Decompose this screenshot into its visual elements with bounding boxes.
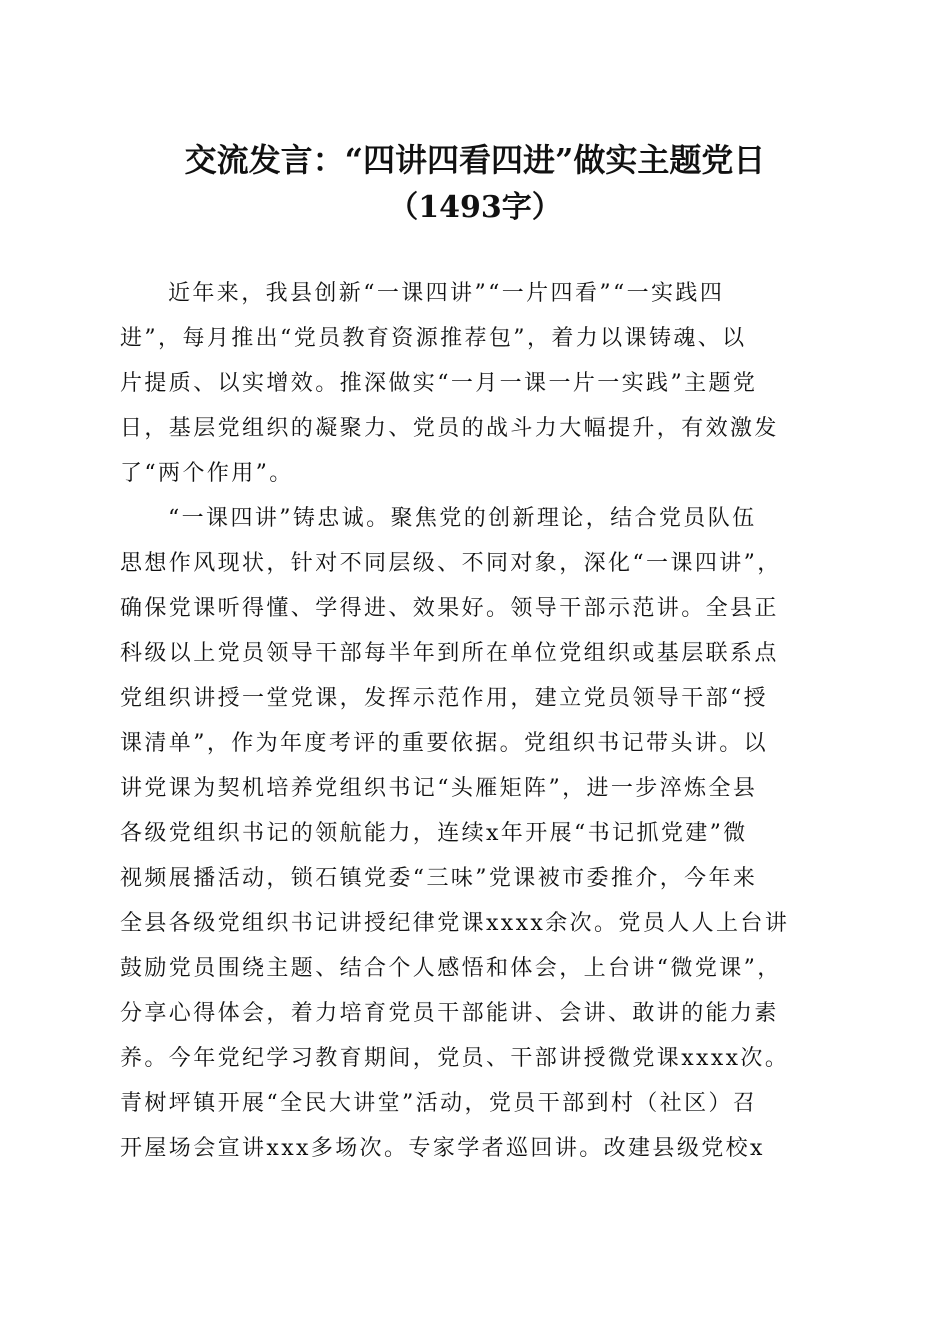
paragraph-2-line: 科级以上党员领导干部每半年到所在单位党组织或基层联系点 [120, 641, 779, 666]
paragraph-2-line: 鼓励党员围绕主题、结合个人感悟和体会，上台讲“微党课”， [120, 956, 782, 981]
paragraph-2-line: 青树坪镇开展“全民大讲堂”活动，党员干部到村（社区）召 [120, 1091, 758, 1116]
paragraph-1-line: 片提质、以实增效。推深做实“一月一课一片一实践”主题党 [120, 371, 758, 396]
paragraph-2-line: 养。今年党纪学习教育期间，党员、干部讲授微党课xxxx次。 [120, 1046, 790, 1071]
paragraph-1-line: 日，基层党组织的凝聚力、党员的战斗力大幅提升，有效激发 [120, 416, 779, 441]
paragraph-2-line: “一课四讲”铸忠诚。聚焦党的创新理论，结合党员队伍 [168, 506, 757, 531]
paragraph-2-line: 各级党组织书记的领航能力，连续x年开展“书记抓党建”微 [120, 821, 748, 846]
paragraph-2-line: 全县各级党组织书记讲授纪律党课xxxx余次。党员人人上台讲 [120, 911, 790, 936]
paragraph-2-line: 讲党课为契机培养党组织书记“头雁矩阵”，进一步淬炼全县 [120, 776, 758, 801]
paragraph-1-line: 近年来，我县创新“一课四讲”“一片四看”“一实践四 [168, 281, 725, 306]
paragraph-2-line: 开屋场会宣讲xxx多场次。专家学者巡回讲。改建县级党校x [120, 1136, 765, 1161]
paragraph-2-line: 视频展播活动，锁石镇党委“三味”党课被市委推介，今年来 [120, 866, 758, 891]
paragraph-1-line: 进”，每月推出“党员教育资源推荐包”，着力以课铸魂、以 [120, 326, 747, 351]
paragraph-2-line: 分享心得体会，着力培育党员干部能讲、会讲、敢讲的能力素 [120, 1001, 779, 1026]
paragraph-2-line: 确保党课听得懂、学得进、效果好。领导干部示范讲。全县正 [120, 596, 779, 621]
paragraph-2-line: 课清单”，作为年度考评的重要依据。党组织书记带头讲。以 [120, 731, 769, 756]
paragraph-2-line: 思想作风现状，针对不同层级、不同对象，深化“一课四讲”， [120, 551, 782, 576]
document-subtitle-word-count: （1493字） [388, 190, 562, 225]
paragraph-1-line: 了“两个作用”。 [120, 461, 294, 486]
document-title: 交流发言：“四讲四看四进”做实主题党日 [184, 141, 766, 179]
paragraph-2-line: 党组织讲授一堂党课，发挥示范作用，建立党员领导干部“授 [120, 686, 769, 711]
